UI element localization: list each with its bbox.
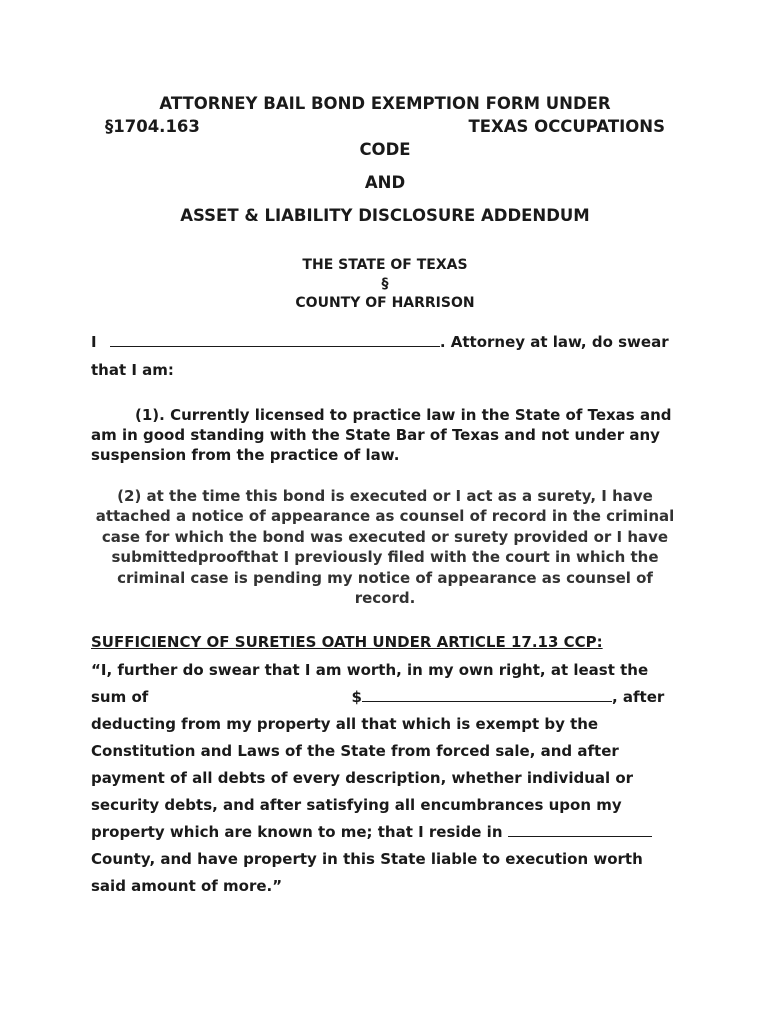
attorney-name-line — [91, 332, 669, 352]
sufficiency-line1: “I, further do swear that I am worth, in my own right, at least the — [91, 661, 649, 679]
oath-prefix: I — [91, 333, 97, 351]
sufficiency-line5: payment of all debts of every description, whether individual or — [91, 769, 634, 787]
oath-intro-line2: that I am: — [91, 361, 174, 379]
caption-state: THE STATE OF TEXAS — [302, 257, 468, 273]
caption-county: COUNTY OF HARRISON — [295, 295, 475, 311]
paragraph-license — [91, 405, 691, 465]
sufficiency-line3: deducting from my property all that which is exempt by the — [91, 715, 599, 733]
caption-section-symbol: § — [381, 276, 389, 292]
addendum-title: ASSET & LIABILITY DISCLOSURE ADDENDUM — [180, 206, 590, 225]
oath-suffix: . Attorney at law, do swear — [439, 333, 669, 351]
sufficiency-line7 — [91, 822, 691, 842]
form-title-line1: ATTORNEY BAIL BOND EXEMPTION FORM UNDER — [159, 94, 611, 113]
after-label: , after — [611, 688, 665, 706]
sufficiency-line8: County, and have property in this State liable to execution worth — [91, 850, 643, 868]
form-title-and: AND — [364, 173, 406, 192]
statute-section: §1704.163 — [105, 117, 200, 136]
form-title-line3: CODE — [359, 140, 411, 159]
sum-of-label: sum of — [91, 688, 149, 706]
reside-in-label: property which are known to me; that I reside in — [91, 823, 503, 841]
dollar-sign: $ — [351, 688, 362, 706]
sufficiency-line9: said amount of more.” — [91, 877, 283, 895]
sufficiency-line4: Constitution and Laws of the State from forced sale, and after — [91, 742, 619, 760]
worth-amount-blank[interactable] — [362, 687, 612, 702]
sufficiency-line2 — [91, 687, 691, 707]
attorney-name-blank[interactable] — [110, 332, 440, 347]
paragraph-license-text: (1). Currently licensed to practice law in the State of Texas and am in good standing with the State Bar of Texas and not under any suspension from the practice of law. — [91, 406, 672, 464]
code-name: TEXAS OCCUPATIONS — [468, 117, 665, 136]
paragraph-appearance: (2) at the time this bond is executed or I act as a surety, I have attached a notice of appearance as counsel of record in the criminal case for which the bond was executed or surety provided or I have submittedproofthat I previously filed with the court in which the criminal case is pending my notice of appearance as counsel of record. — [95, 487, 675, 608]
sufficiency-heading: SUFFICIENCY OF SURETIES OATH UNDER ARTICLE 17.13 CCP: — [91, 633, 603, 651]
county-of-residence-blank[interactable] — [508, 822, 652, 837]
sufficiency-line6: security debts, and after satisfying all encumbrances upon my — [91, 796, 622, 814]
